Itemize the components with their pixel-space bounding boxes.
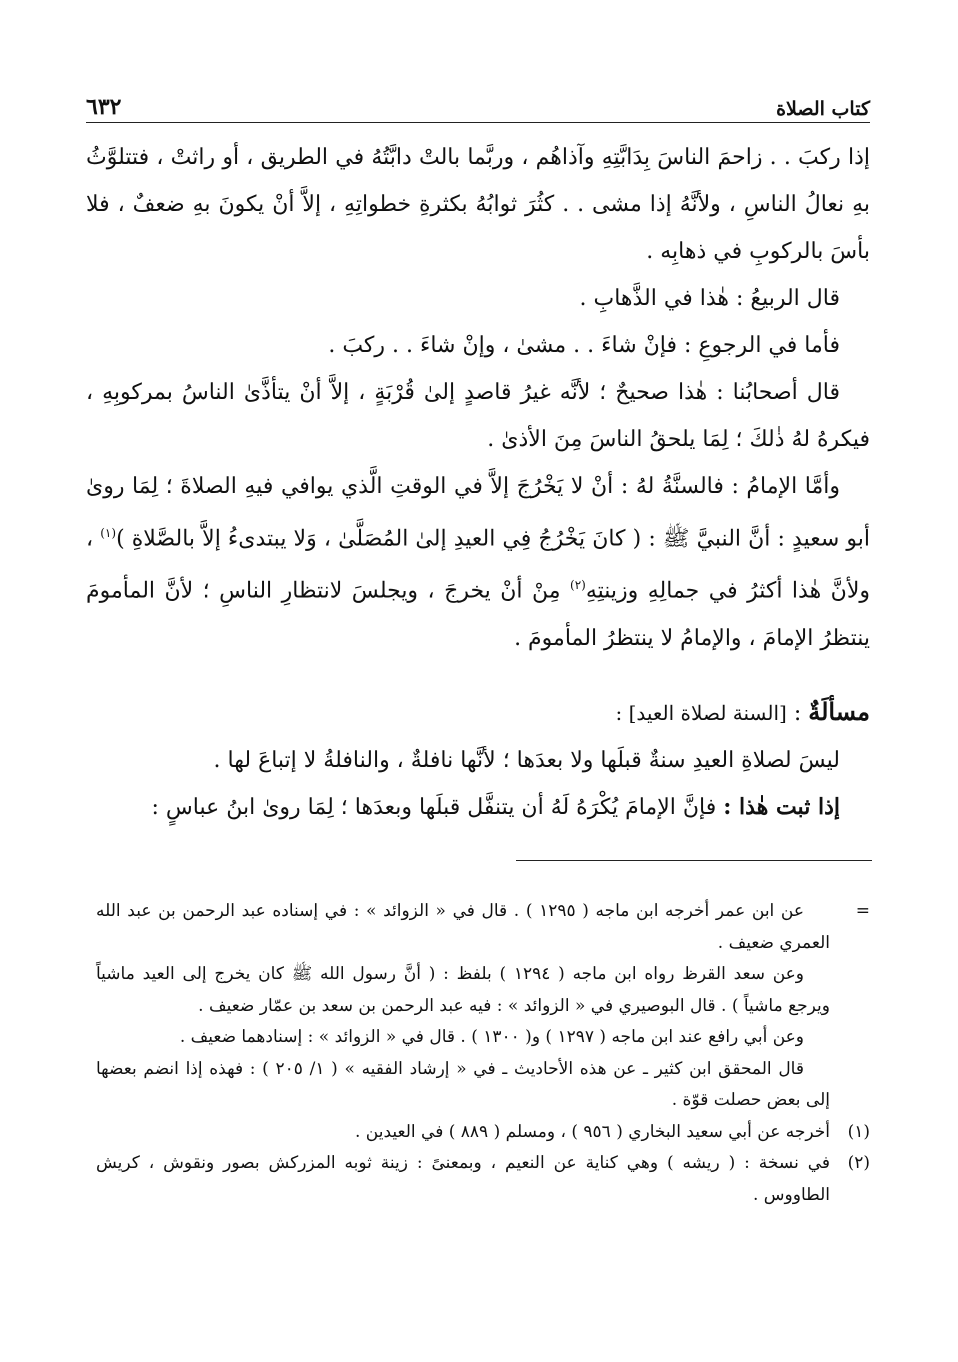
footnote-paragraph: في نسخة : ( ريشه ) وهي كناية عن النعيم ، وبمعنىً : زينة ثوبه المزركش بصور ونقوش ، كريش الطاووس . bbox=[96, 1153, 830, 1205]
paragraph: ليسَ لصلاةِ العيدِ سنةٌ قبلَها ولا بعدَها ؛ لأنَّها نافلةٌ ، والنافلةُ لا إتباعَ لها . bbox=[213, 747, 840, 773]
footnote-2 bbox=[96, 1148, 870, 1211]
issue-title: [السنة لصلاة العيد] : bbox=[615, 700, 787, 725]
page-header bbox=[86, 88, 870, 120]
footnotes bbox=[96, 896, 870, 1211]
issue-word: مسألَةٌ bbox=[808, 696, 870, 726]
paragraph bbox=[86, 784, 870, 831]
paragraph: قال الربيعُ : هٰذا في الذَّهابِ . bbox=[579, 286, 840, 311]
paragraph-text: فإنَّ الإمامَ يُكْرَهُ لَهُ أن يتنفَّل قبلَها وبعدَها ؛ لِمَا روىٰ ابنُ عباسٍ : bbox=[151, 794, 724, 820]
paragraph-text: مِنْ أنْ يخرجَ ، ويجلسَ لانتظارِ الناسِ ؛ لأنَّ المأمومَ ينتظرُ الإمامَ ، والإمامُ لا ينتظرُ المأمومَ . bbox=[86, 578, 870, 651]
paragraph: قال أصحابُنا : هٰذا صحيحٌ ؛ لأنَّه غيرُ قاصدٍ إلىٰ قُرْبَةٍ ، إلاَّ أنْ يتأذَّىٰ الناسُ بمركوبِهِ ، فيكرهُ لهُ ذٰلكَ ؛ لِمَا يلحقُ الناسَ مِنَ الأذىٰ . bbox=[86, 380, 870, 452]
footnote-text bbox=[96, 1117, 830, 1149]
page-number: ٦٣٢ bbox=[86, 94, 122, 120]
main-text bbox=[86, 134, 870, 831]
footnote-text bbox=[96, 896, 830, 1117]
issue-separator: : bbox=[786, 700, 809, 726]
footnote-paragraph: وعن أبي رافع عند ابن ماجه ( ١٢٩٧ ) و( ١٣٠٠ ) . قال في « الزوائد » : إسنادهما ضعيف . bbox=[179, 1027, 804, 1047]
footnote-text bbox=[96, 1148, 830, 1211]
footnote-1 bbox=[96, 1117, 870, 1149]
footnote-paragraph: قال المحقق ابن كثير ـ عن هذه الأحاديث ـ في « إرشاد الفقيه » ( ١/ ٢٠٥ ) : فهذه إذا انضم بعضها إلى بعض حصلت قوّة . bbox=[96, 1058, 830, 1110]
footnote-ref-1: (١) bbox=[100, 526, 117, 540]
footnote-number: (٢) bbox=[847, 1153, 870, 1173]
section-gap bbox=[86, 662, 870, 688]
running-title: كتاب الصلاة bbox=[776, 98, 870, 120]
footnote-rule bbox=[516, 860, 872, 861]
footnote-continuation bbox=[96, 896, 870, 1117]
footnote-paragraph: وعن سعد القرظ رواه ابن ماجه ( ١٢٩٤ ) بلفظ : ( أنَّ رسول الله ﷺ كان يخرج إلى العيد ماشياً ويرجع ماشياً ) . قال البوصيري في « الزوائد » : فيه عبد الرحمن بن سعد بن عمّار ضعيف . bbox=[96, 964, 830, 1016]
paragraph-text: ، ولأنَّ هٰذا أكثرُ في جمالِهِ وزينتِهِ bbox=[86, 526, 870, 604]
issue-heading bbox=[86, 688, 870, 737]
continuation-mark: = bbox=[855, 901, 870, 921]
footnote-ref-2: (٢) bbox=[570, 578, 586, 593]
header-rule bbox=[86, 122, 870, 123]
footnote-number: (١) bbox=[847, 1121, 870, 1142]
paragraph: إذا ركبَ . . زاحمَ الناسَ بِدَابَّتِهِ وآذاهُم ، وربَّما بالتْ دابَّتُهُ في الطريق ، أو راثتْ ، فتتلوَّثُ بهِ نعالُ الناسِ ، ولأنَّهُ إذا مشى . . كثُرَ ثوابُهُ بكثرةِ خطواتِهِ ، إلاَّ أنْ يكونَ بهِ ضعفٌ ، فلا بأسَ بالركوبِ في ذهابِه . bbox=[86, 145, 870, 264]
footnote-paragraph: عن ابن عمر أخرجه ابن ماجه ( ١٢٩٥ ) . قال في « الزوائد » : في إسناده عبد الرحمن بن عبد الله العمري ضعيف . bbox=[96, 901, 830, 953]
bold-lead: إذا ثبت هٰذا : bbox=[723, 793, 840, 820]
paragraph bbox=[86, 463, 870, 662]
paragraph-text: وأمَّا الإمامُ : فالسنَّةُ لهُ : أنْ لا يَخْرُجَ إلاَّ في الوقتِ الَّذي يوافي فيهِ الصلاةَ ؛ لِمَا روىٰ أبو سعيدٍ : أنَّ النبيَّ ﷺ : ( كانَ يَخْرُجُ فِي العيدِ إلىٰ المُصَلَّىٰ ، وَلا يبتدىءُ إلاَّ بالصَّلاةِ ) bbox=[86, 474, 871, 552]
footnote-paragraph: أخرجه عن أبي سعيد البخاري ( ٩٥٦ ) ، ومسلم ( ٨٨٩ ) في العيدين . bbox=[355, 1121, 830, 1142]
paragraph: فأما في الرجوعِ : فإنْ شاءَ . . مشىٰ ، وإنْ شاءَ . . ركبَ . bbox=[328, 333, 840, 358]
